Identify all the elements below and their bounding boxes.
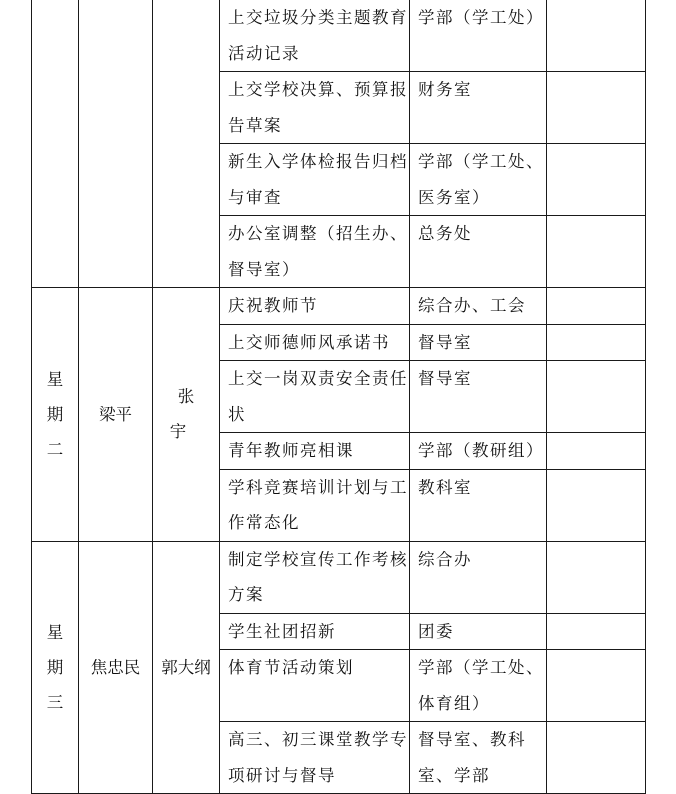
day-cell: [32, 288, 79, 542]
day-char: 三: [46, 692, 64, 712]
task-cell: 上交垃圾分类主题教育活动记录: [220, 0, 410, 72]
day-char: 星: [46, 622, 64, 642]
day-cell: [32, 0, 79, 288]
task-cell: 学生社团招新: [220, 613, 410, 650]
duty-cell: 郭大纲: [153, 541, 220, 794]
task-cell: 学科竞赛培训计划与工作常态化: [220, 469, 410, 541]
day-cell: [32, 541, 79, 794]
note-cell: [547, 650, 646, 722]
dept-cell: 学部（学工处、医务室）: [410, 144, 547, 216]
duty-cell: [153, 0, 220, 288]
task-cell: 青年教师亮相课: [220, 433, 410, 470]
table-row: [32, 541, 646, 613]
leader-cell: [79, 0, 153, 288]
dept-cell: 总务处: [410, 216, 547, 288]
note-cell: [547, 0, 646, 72]
task-cell: 制定学校宣传工作考核方案: [220, 541, 410, 613]
note-cell: [547, 324, 646, 361]
dept-cell: 学部（学工处）: [410, 0, 547, 72]
note-cell: [547, 469, 646, 541]
duty-name: 张宇: [169, 386, 211, 442]
task-cell: 上交一岗双责安全责任状: [220, 361, 410, 433]
schedule-table: [31, 0, 646, 794]
dept-cell: 督导室: [410, 324, 547, 361]
task-cell: 高三、初三课堂教学专项研讨与督导: [220, 722, 410, 794]
note-cell: [547, 433, 646, 470]
table-row: [32, 0, 646, 72]
dept-cell: 学部（教研组）: [410, 433, 547, 470]
dept-cell: 学部（学工处、体育组）: [410, 650, 547, 722]
duty-cell: [153, 288, 220, 542]
dept-cell: 督导室: [410, 361, 547, 433]
dept-cell: 督导室、教科室、学部: [410, 722, 547, 794]
note-cell: [547, 144, 646, 216]
dept-cell: 综合办、工会: [410, 288, 547, 325]
day-char: 二: [46, 439, 64, 459]
note-cell: [547, 361, 646, 433]
day-char: 期: [46, 657, 64, 677]
note-cell: [547, 613, 646, 650]
task-cell: 上交学校决算、预算报告草案: [220, 72, 410, 144]
dept-cell: 综合办: [410, 541, 547, 613]
day-char: 期: [46, 404, 64, 424]
task-cell: 上交师德师风承诺书: [220, 324, 410, 361]
leader-cell: 梁平: [79, 288, 153, 542]
note-cell: [547, 541, 646, 613]
day-char: 星: [46, 369, 64, 389]
task-cell: 庆祝教师节: [220, 288, 410, 325]
table-row: [32, 288, 646, 325]
note-cell: [547, 722, 646, 794]
task-cell: 体育节活动策划: [220, 650, 410, 722]
dept-cell: 教科室: [410, 469, 547, 541]
task-cell: 办公室调整（招生办、督导室）: [220, 216, 410, 288]
leader-cell: 焦忠民: [79, 541, 153, 794]
note-cell: [547, 288, 646, 325]
task-cell: 新生入学体检报告归档与审查: [220, 144, 410, 216]
dept-cell: 团委: [410, 613, 547, 650]
dept-cell: 财务室: [410, 72, 547, 144]
note-cell: [547, 216, 646, 288]
note-cell: [547, 72, 646, 144]
